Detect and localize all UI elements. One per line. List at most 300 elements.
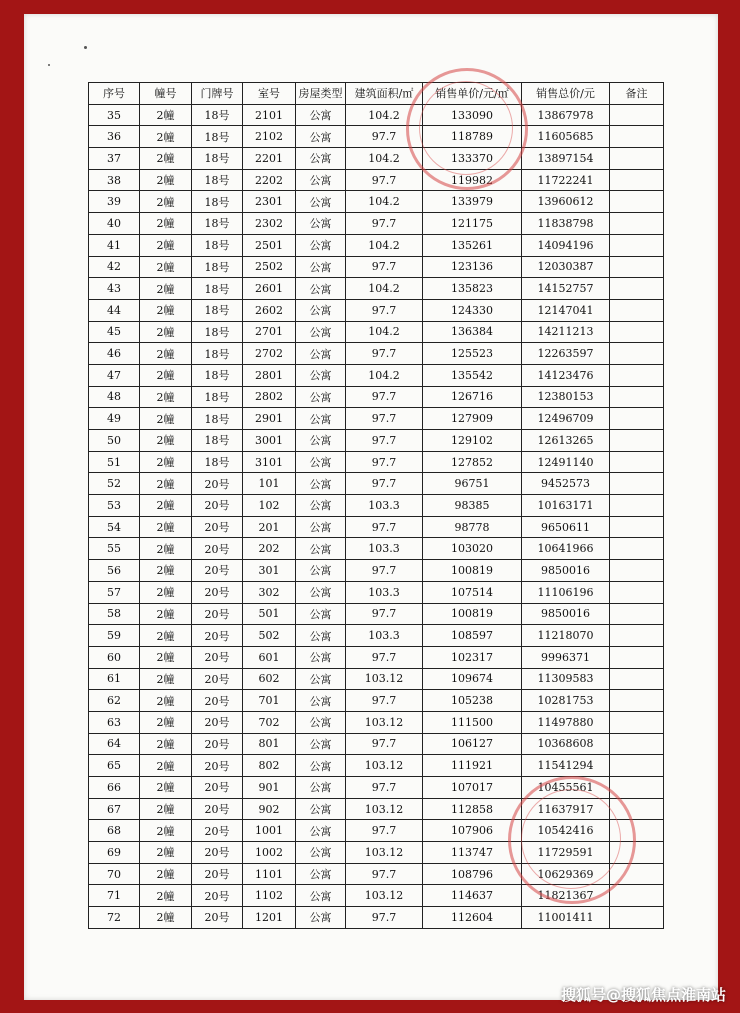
- table-cell: 2501: [243, 234, 296, 256]
- table-cell: [610, 451, 664, 473]
- table-cell: 97.7: [346, 863, 423, 885]
- table-cell: [610, 343, 664, 365]
- table-cell: 97.7: [346, 603, 423, 625]
- table-cell: 18号: [192, 408, 243, 430]
- table-row: [89, 191, 664, 213]
- table-cell: 11001411: [522, 907, 610, 929]
- table-cell: [610, 299, 664, 321]
- table-cell: 2701: [243, 321, 296, 343]
- table-cell: 53: [89, 495, 140, 517]
- column-header: 序号: [89, 83, 140, 105]
- table-cell: 13897154: [522, 148, 610, 170]
- table-cell: 20号: [192, 755, 243, 777]
- table-cell: 2102: [243, 126, 296, 148]
- sales-price-table: [88, 82, 664, 929]
- table-cell: 10455561: [522, 777, 610, 799]
- table-row: [89, 430, 664, 452]
- table-cell: [610, 495, 664, 517]
- table-cell: 2901: [243, 408, 296, 430]
- table-cell: [610, 798, 664, 820]
- table-cell: 103.12: [346, 798, 423, 820]
- table-row: [89, 343, 664, 365]
- table-cell: 103020: [423, 538, 522, 560]
- table-cell: 14211213: [522, 321, 610, 343]
- table-row: [89, 863, 664, 885]
- table-row: [89, 625, 664, 647]
- table-cell: 67: [89, 798, 140, 820]
- table-cell: 公寓: [296, 516, 346, 538]
- table-row: [89, 148, 664, 170]
- table-cell: 135261: [423, 234, 522, 256]
- table-cell: 101: [243, 473, 296, 495]
- table-row: [89, 256, 664, 278]
- table-cell: 43: [89, 278, 140, 300]
- table-cell: 97.7: [346, 820, 423, 842]
- table-cell: 133090: [423, 104, 522, 126]
- table-cell: 公寓: [296, 581, 346, 603]
- table-cell: 公寓: [296, 495, 346, 517]
- table-cell: 2幢: [140, 256, 192, 278]
- table-cell: 9850016: [522, 603, 610, 625]
- table-cell: 97.7: [346, 560, 423, 582]
- table-cell: 111500: [423, 711, 522, 733]
- column-header: 门牌号: [192, 83, 243, 105]
- table-cell: 104.2: [346, 191, 423, 213]
- table-cell: 1001: [243, 820, 296, 842]
- table-cell: 18号: [192, 213, 243, 235]
- table-cell: 2幢: [140, 733, 192, 755]
- table-cell: 105238: [423, 690, 522, 712]
- table-cell: 802: [243, 755, 296, 777]
- table-cell: 公寓: [296, 820, 346, 842]
- table-cell: 97.7: [346, 733, 423, 755]
- table-cell: 103.12: [346, 711, 423, 733]
- table-cell: [610, 126, 664, 148]
- scan-speck: [48, 64, 50, 66]
- table-cell: [610, 473, 664, 495]
- table-cell: 20号: [192, 495, 243, 517]
- table-cell: 112858: [423, 798, 522, 820]
- table-cell: 18号: [192, 451, 243, 473]
- table-cell: 124330: [423, 299, 522, 321]
- table-cell: 18号: [192, 191, 243, 213]
- table-cell: 702: [243, 711, 296, 733]
- watermark-text: 搜狐号@搜狐焦点淮南站: [560, 986, 726, 1004]
- table-cell: 64: [89, 733, 140, 755]
- table-cell: 121175: [423, 213, 522, 235]
- table-cell: 公寓: [296, 104, 346, 126]
- table-cell: 129102: [423, 430, 522, 452]
- table-cell: [610, 430, 664, 452]
- table-row: [89, 451, 664, 473]
- table-row: [89, 668, 664, 690]
- table-cell: 11722241: [522, 169, 610, 191]
- table-cell: 97.7: [346, 256, 423, 278]
- table-cell: 54: [89, 516, 140, 538]
- table-cell: 201: [243, 516, 296, 538]
- table-cell: 135542: [423, 364, 522, 386]
- table-cell: 公寓: [296, 798, 346, 820]
- table-cell: 102: [243, 495, 296, 517]
- table-row: [89, 538, 664, 560]
- table-cell: 37: [89, 148, 140, 170]
- table-row: [89, 907, 664, 929]
- table-cell: [610, 646, 664, 668]
- table-cell: 97.7: [346, 473, 423, 495]
- table-cell: [610, 625, 664, 647]
- table-cell: 12263597: [522, 343, 610, 365]
- table-cell: 104.2: [346, 364, 423, 386]
- table-cell: 11838798: [522, 213, 610, 235]
- table-cell: 公寓: [296, 646, 346, 668]
- table-cell: 1102: [243, 885, 296, 907]
- table-cell: 18号: [192, 104, 243, 126]
- table-cell: 108796: [423, 863, 522, 885]
- table-cell: [610, 755, 664, 777]
- table-cell: 97.7: [346, 213, 423, 235]
- table-cell: 901: [243, 777, 296, 799]
- table-cell: 18号: [192, 386, 243, 408]
- table-cell: [610, 885, 664, 907]
- table-cell: 公寓: [296, 343, 346, 365]
- table-cell: 2802: [243, 386, 296, 408]
- table-cell: 2幢: [140, 560, 192, 582]
- table-cell: [610, 278, 664, 300]
- table-cell: 2幢: [140, 538, 192, 560]
- table-cell: 2幢: [140, 321, 192, 343]
- table-row: [89, 690, 664, 712]
- table-cell: 70: [89, 863, 140, 885]
- table-row: [89, 516, 664, 538]
- table-cell: 18号: [192, 126, 243, 148]
- table-cell: 97.7: [346, 408, 423, 430]
- table-row: [89, 777, 664, 799]
- table-row: [89, 581, 664, 603]
- table-cell: 103.12: [346, 885, 423, 907]
- table-cell: [610, 191, 664, 213]
- table-cell: 18号: [192, 321, 243, 343]
- table-cell: 100819: [423, 560, 522, 582]
- table-cell: 1101: [243, 863, 296, 885]
- table-cell: 12613265: [522, 430, 610, 452]
- table-cell: 公寓: [296, 885, 346, 907]
- table-cell: 11497880: [522, 711, 610, 733]
- table-row: [89, 386, 664, 408]
- table-cell: 2幢: [140, 668, 192, 690]
- table-cell: 20号: [192, 820, 243, 842]
- table-cell: 44: [89, 299, 140, 321]
- table-cell: 20号: [192, 473, 243, 495]
- table-cell: 公寓: [296, 169, 346, 191]
- table-cell: 11729591: [522, 842, 610, 864]
- table-cell: 71: [89, 885, 140, 907]
- table-cell: 3001: [243, 430, 296, 452]
- table-cell: 602: [243, 668, 296, 690]
- table-cell: 42: [89, 256, 140, 278]
- table-cell: 72: [89, 907, 140, 929]
- table-row: [89, 820, 664, 842]
- table-cell: 公寓: [296, 863, 346, 885]
- table-cell: 公寓: [296, 625, 346, 647]
- table-cell: 公寓: [296, 603, 346, 625]
- table-cell: 公寓: [296, 234, 346, 256]
- table-cell: 59: [89, 625, 140, 647]
- scan-speck: [84, 46, 87, 49]
- table-cell: 18号: [192, 430, 243, 452]
- table-cell: 2302: [243, 213, 296, 235]
- table-cell: [610, 560, 664, 582]
- table-cell: 2幢: [140, 169, 192, 191]
- table-cell: 135823: [423, 278, 522, 300]
- table-row: [89, 234, 664, 256]
- table-cell: 20号: [192, 842, 243, 864]
- table-cell: 57: [89, 581, 140, 603]
- table-cell: 97.7: [346, 386, 423, 408]
- table-cell: 18号: [192, 234, 243, 256]
- table-cell: 公寓: [296, 668, 346, 690]
- table-cell: 10368608: [522, 733, 610, 755]
- table-cell: 公寓: [296, 777, 346, 799]
- table-cell: 2幢: [140, 863, 192, 885]
- table-cell: 公寓: [296, 126, 346, 148]
- table-cell: 20号: [192, 646, 243, 668]
- table-cell: 9650611: [522, 516, 610, 538]
- table-cell: 11821367: [522, 885, 610, 907]
- table-cell: 103.12: [346, 842, 423, 864]
- table-cell: 100819: [423, 603, 522, 625]
- table-cell: 12380153: [522, 386, 610, 408]
- table-row: [89, 798, 664, 820]
- table-cell: 66: [89, 777, 140, 799]
- table-cell: 2幢: [140, 646, 192, 668]
- table-cell: 11106196: [522, 581, 610, 603]
- table-cell: 36: [89, 126, 140, 148]
- table-cell: 40: [89, 213, 140, 235]
- table-cell: 2601: [243, 278, 296, 300]
- table-cell: 20号: [192, 733, 243, 755]
- table-cell: 公寓: [296, 538, 346, 560]
- table-cell: 2幢: [140, 777, 192, 799]
- table-cell: 公寓: [296, 842, 346, 864]
- table-cell: 119982: [423, 169, 522, 191]
- table-cell: 68: [89, 820, 140, 842]
- table-cell: 103.3: [346, 538, 423, 560]
- table-row: [89, 711, 664, 733]
- table-cell: [610, 516, 664, 538]
- table-cell: 35: [89, 104, 140, 126]
- table-cell: 11637917: [522, 798, 610, 820]
- table-cell: 2幢: [140, 603, 192, 625]
- table-cell: 48: [89, 386, 140, 408]
- table-cell: 14123476: [522, 364, 610, 386]
- table-cell: 公寓: [296, 430, 346, 452]
- table-cell: [610, 907, 664, 929]
- table-cell: 公寓: [296, 408, 346, 430]
- table-cell: 公寓: [296, 690, 346, 712]
- table-row: [89, 299, 664, 321]
- table-cell: 公寓: [296, 213, 346, 235]
- table-cell: 10629369: [522, 863, 610, 885]
- table-cell: 112604: [423, 907, 522, 929]
- table-cell: 126716: [423, 386, 522, 408]
- table-cell: 公寓: [296, 755, 346, 777]
- table-cell: 2幢: [140, 408, 192, 430]
- table-cell: 2幢: [140, 820, 192, 842]
- table-cell: 103.3: [346, 625, 423, 647]
- table-cell: 公寓: [296, 473, 346, 495]
- table-cell: [610, 386, 664, 408]
- table-row: [89, 603, 664, 625]
- table-cell: 20号: [192, 798, 243, 820]
- table-row: [89, 646, 664, 668]
- table-cell: 114637: [423, 885, 522, 907]
- table-row: [89, 733, 664, 755]
- table-cell: 104.2: [346, 321, 423, 343]
- table-cell: [610, 321, 664, 343]
- table-cell: 97.7: [346, 430, 423, 452]
- table-cell: 2幢: [140, 278, 192, 300]
- table-header-row: [89, 83, 664, 105]
- table-cell: 2幢: [140, 885, 192, 907]
- table-row: [89, 755, 664, 777]
- table-cell: 61: [89, 668, 140, 690]
- table-cell: 97.7: [346, 516, 423, 538]
- table-cell: 11541294: [522, 755, 610, 777]
- table-cell: 601: [243, 646, 296, 668]
- table-cell: 10163171: [522, 495, 610, 517]
- table-cell: 20号: [192, 863, 243, 885]
- table-cell: 902: [243, 798, 296, 820]
- table-cell: 2幢: [140, 343, 192, 365]
- table-cell: [610, 820, 664, 842]
- table-cell: 公寓: [296, 907, 346, 929]
- column-header: 幢号: [140, 83, 192, 105]
- table-cell: 49: [89, 408, 140, 430]
- table-row: [89, 126, 664, 148]
- column-header: 房屋类型: [296, 83, 346, 105]
- table-cell: 50: [89, 430, 140, 452]
- table-row: [89, 560, 664, 582]
- table-cell: 63: [89, 711, 140, 733]
- table-row: [89, 278, 664, 300]
- table-cell: 103.3: [346, 581, 423, 603]
- table-cell: 97.7: [346, 777, 423, 799]
- table-row: [89, 842, 664, 864]
- table-cell: 公寓: [296, 191, 346, 213]
- table-cell: 133979: [423, 191, 522, 213]
- table-cell: 18号: [192, 299, 243, 321]
- table-cell: [610, 581, 664, 603]
- table-cell: 108597: [423, 625, 522, 647]
- table-cell: 18号: [192, 148, 243, 170]
- table-cell: 107906: [423, 820, 522, 842]
- table-cell: 97.7: [346, 690, 423, 712]
- table-cell: [610, 733, 664, 755]
- table-cell: 52: [89, 473, 140, 495]
- table-cell: 62: [89, 690, 140, 712]
- table-cell: [610, 777, 664, 799]
- table-cell: 58: [89, 603, 140, 625]
- table-cell: 18号: [192, 364, 243, 386]
- table-cell: [610, 104, 664, 126]
- table-cell: 701: [243, 690, 296, 712]
- table-cell: 55: [89, 538, 140, 560]
- table-cell: 20号: [192, 907, 243, 929]
- table-row: [89, 473, 664, 495]
- table-cell: 20号: [192, 560, 243, 582]
- table-cell: 109674: [423, 668, 522, 690]
- table-cell: [610, 668, 664, 690]
- table-cell: [610, 690, 664, 712]
- table-cell: [610, 169, 664, 191]
- table-cell: 1201: [243, 907, 296, 929]
- table-cell: 2幢: [140, 386, 192, 408]
- table-cell: 97.7: [346, 343, 423, 365]
- table-cell: 45: [89, 321, 140, 343]
- table-cell: 2602: [243, 299, 296, 321]
- table-cell: 2幢: [140, 234, 192, 256]
- table-cell: 公寓: [296, 321, 346, 343]
- table-cell: 20号: [192, 777, 243, 799]
- table-cell: 20号: [192, 885, 243, 907]
- table-row: [89, 104, 664, 126]
- table-cell: [610, 842, 664, 864]
- document-page: [24, 14, 718, 1000]
- table-cell: [610, 711, 664, 733]
- table-cell: [610, 256, 664, 278]
- column-header: 建筑面积/㎡: [346, 83, 423, 105]
- table-cell: 公寓: [296, 733, 346, 755]
- table-cell: 97.7: [346, 126, 423, 148]
- table-cell: 98778: [423, 516, 522, 538]
- table-cell: 2幢: [140, 690, 192, 712]
- table-cell: 11309583: [522, 668, 610, 690]
- table-cell: 20号: [192, 516, 243, 538]
- table-cell: 公寓: [296, 278, 346, 300]
- table-cell: 13867978: [522, 104, 610, 126]
- table-cell: 107514: [423, 581, 522, 603]
- table-cell: 46: [89, 343, 140, 365]
- table-cell: 2幢: [140, 907, 192, 929]
- table-cell: [610, 213, 664, 235]
- table-cell: 65: [89, 755, 140, 777]
- table-cell: 公寓: [296, 560, 346, 582]
- table-cell: 2幢: [140, 798, 192, 820]
- table-row: [89, 495, 664, 517]
- table-cell: 97.7: [346, 646, 423, 668]
- table-cell: 2幢: [140, 126, 192, 148]
- table-cell: [610, 148, 664, 170]
- table-cell: 501: [243, 603, 296, 625]
- table-cell: 2幢: [140, 842, 192, 864]
- table-cell: 公寓: [296, 386, 346, 408]
- table-cell: 18号: [192, 278, 243, 300]
- table-cell: 2301: [243, 191, 296, 213]
- table-cell: 2幢: [140, 451, 192, 473]
- table-cell: 103.12: [346, 668, 423, 690]
- table-cell: 2幢: [140, 104, 192, 126]
- table-cell: [610, 234, 664, 256]
- table-cell: 11218070: [522, 625, 610, 647]
- table-cell: 104.2: [346, 234, 423, 256]
- table-cell: 103.3: [346, 495, 423, 517]
- table-cell: 106127: [423, 733, 522, 755]
- table-cell: 107017: [423, 777, 522, 799]
- table-cell: 公寓: [296, 451, 346, 473]
- table-cell: 125523: [423, 343, 522, 365]
- table-cell: 103.12: [346, 755, 423, 777]
- table-cell: 公寓: [296, 148, 346, 170]
